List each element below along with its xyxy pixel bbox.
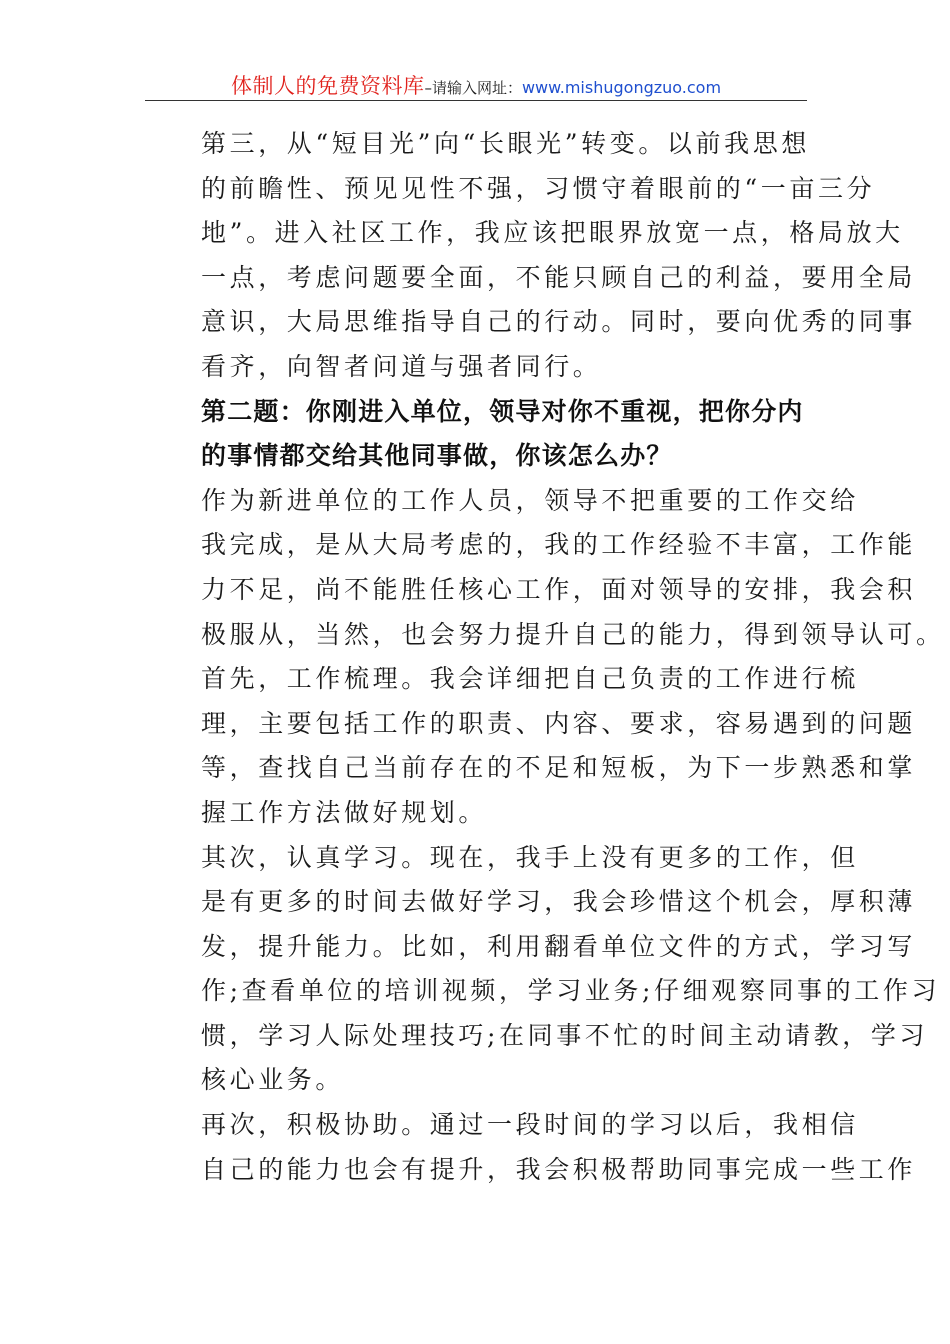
text-line: 是有更多的时间去做好学习，我会珍惜这个机会，厚积薄: [201, 887, 917, 917]
text-line: 力不足，尚不能胜任核心工作，面对领导的安排，我会积: [201, 574, 917, 604]
text-line: 作为新进单位的工作人员，领导不把重要的工作交给: [201, 485, 859, 515]
paragraph-third-step: [147, 1103, 917, 1192]
text-line: 作;查看单位的培训视频，学习业务;仔细观察同事的工作习: [201, 976, 941, 1006]
text-line: 的事情都交给其他同事做，你该怎么办？: [201, 441, 673, 471]
text-line: 核心业务。: [201, 1065, 345, 1095]
text-line: 地”。进入社区工作，我应该把眼界放宽一点，格局放大: [201, 218, 904, 248]
paragraph-first-step: [147, 657, 917, 835]
paragraph-answer-intro: [147, 479, 945, 657]
text-line: 握工作方法做好规划。: [201, 797, 488, 827]
document-body: [147, 122, 945, 1192]
header-url-prompt: –请输入网址：: [424, 79, 522, 97]
text-line: 其次，认真学习。现在，我手上没有更多的工作，但: [201, 842, 859, 872]
text-line: 自己的能力也会有提升，我会积极帮助同事完成一些工作: [201, 1154, 917, 1184]
header-url-link[interactable]: www.mishugongzuo.com: [521, 78, 722, 97]
text-line: 意识，大局思维指导自己的行动。同时，要向优秀的同事: [201, 307, 917, 337]
text-line: 惯，学习人际处理技巧;在同事不忙的时间主动请教，学习: [201, 1020, 929, 1050]
text-line: 首先，工作梳理。我会详细把自己负责的工作进行梳: [201, 664, 859, 694]
text-line: 再次，积极协助。通过一段时间的学习以后，我相信: [201, 1110, 859, 1140]
text-line: 我完成，是从大局考虑的，我的工作经验不丰富，工作能: [201, 530, 917, 560]
text-line: 极服从，当然，也会努力提升自己的能力，得到领导认可。: [201, 619, 945, 649]
paragraph-perspective-shift: [147, 122, 917, 390]
text-line: 第二题：你刚进入单位，领导对你不重视，把你分内: [201, 396, 804, 426]
paragraph-second-step: [147, 836, 941, 1104]
page-header: [145, 70, 807, 101]
text-line: 理，主要包括工作的职责、内容、要求，容易遇到的问题: [201, 708, 917, 738]
text-line: 看齐，向智者问道与强者同行。: [201, 351, 602, 381]
header-brand: 体制人的免费资料库: [230, 74, 425, 98]
text-line: 发，提升能力。比如，利用翻看单位文件的方式，学习写: [201, 931, 917, 961]
text-line: 一点，考虑问题要全面，不能只顾自己的利益，要用全局: [201, 262, 917, 292]
text-line: 的前瞻性、预见见性不强，习惯守着眼前的“一亩三分: [201, 173, 876, 203]
question-heading: [147, 390, 807, 479]
text-line: 第三，从“短目光”向“长眼光”转变。以前我思想: [201, 129, 810, 158]
text-line: 等，查找自己当前存在的不足和短板，为下一步熟悉和掌: [201, 753, 917, 783]
